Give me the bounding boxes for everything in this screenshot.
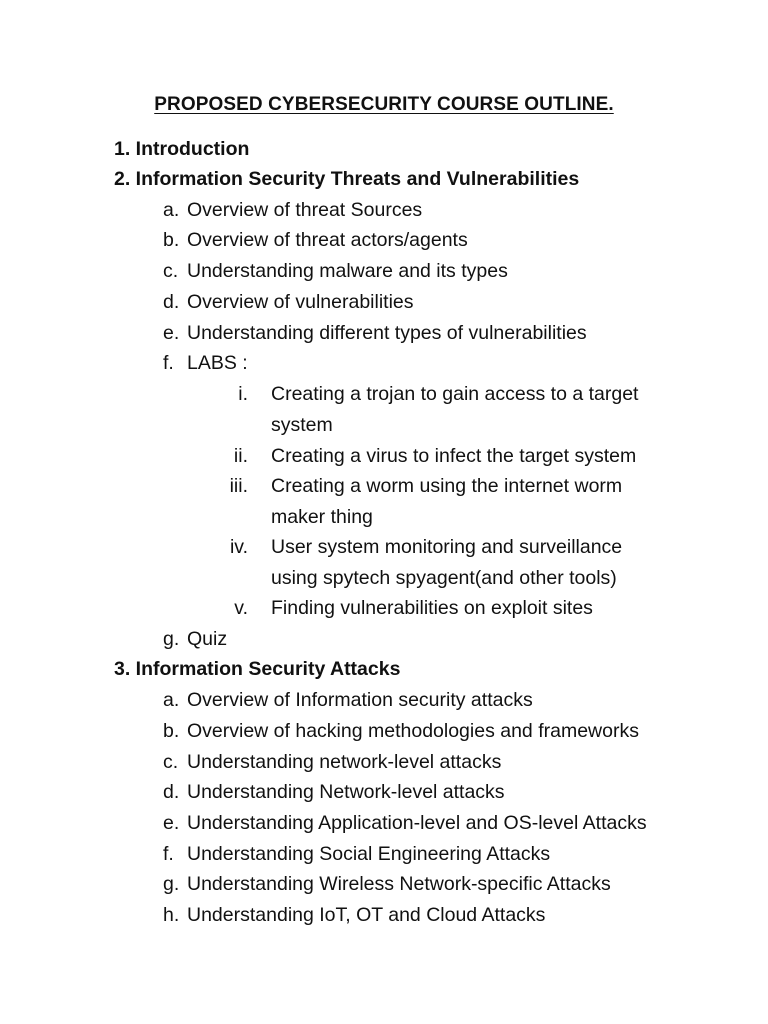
lab-item-text-continued: system [271, 414, 333, 436]
lab-marker: v. [234, 597, 248, 619]
labs-heading: LABS : [187, 352, 248, 374]
section-1-heading: 1. Introduction [114, 138, 250, 160]
lab-marker: i. [238, 383, 248, 405]
list-marker: b. [163, 229, 180, 251]
list-marker: c. [163, 751, 179, 773]
list-marker: f. [163, 352, 174, 374]
list-marker: a. [163, 689, 180, 711]
list-marker: b. [163, 720, 180, 742]
document-title: PROPOSED CYBERSECURITY COURSE OUTLINE. [154, 94, 614, 115]
list-item-text: Overview of vulnerabilities [187, 291, 414, 313]
list-item-text: Understanding Social Engineering Attacks [187, 843, 551, 865]
list-item-text: Understanding IoT, OT and Cloud Attacks [187, 904, 546, 926]
list-item-text: Understanding malware and its types [187, 260, 508, 282]
lab-marker: ii. [233, 445, 248, 467]
lab-item-text-continued: using spytech spyagent(and other tools) [271, 567, 617, 589]
lab-item-text: Finding vulnerabilities on exploit sites [271, 597, 593, 619]
list-marker: e. [163, 812, 180, 834]
list-item-text: Overview of threat actors/agents [187, 229, 468, 251]
list-marker: e. [163, 322, 180, 344]
list-marker: g. [163, 873, 180, 895]
lab-marker: iv. [229, 536, 248, 558]
list-item-text: Understanding Network-level attacks [187, 781, 505, 803]
lab-item-text: Creating a trojan to gain access to a target [271, 383, 639, 405]
section-2-heading: 2. Information Security Threats and Vulnerabilities [114, 168, 580, 190]
list-marker: d. [163, 781, 180, 803]
list-item-text: Quiz [187, 628, 228, 650]
list-item-text: Overview of Information security attacks [187, 689, 533, 711]
list-item-text: Understanding Wireless Network-specific Attacks [187, 873, 611, 895]
lab-item-text: User system monitoring and surveillance [271, 536, 623, 558]
list-marker: a. [163, 199, 180, 221]
list-item-text: Understanding Application-level and OS-level Attacks [187, 812, 647, 834]
list-marker: d. [163, 291, 180, 313]
list-item-text: Understanding network-level attacks [187, 751, 502, 773]
list-item-text: Overview of hacking methodologies and frameworks [187, 720, 639, 742]
section-3-heading: 3. Information Security Attacks [114, 658, 401, 680]
lab-item-text: Creating a worm using the internet worm [271, 475, 623, 497]
lab-marker: iii. [229, 475, 248, 497]
list-marker: g. [163, 628, 180, 650]
list-marker: f. [163, 843, 174, 865]
list-item-text: Overview of threat Sources [187, 199, 423, 221]
lab-item-text: Creating a virus to infect the target system [271, 445, 637, 467]
list-marker: h. [163, 904, 180, 926]
list-item-text: Understanding different types of vulnerabilities [187, 322, 587, 344]
list-marker: c. [163, 260, 179, 282]
lab-item-text-continued: maker thing [271, 506, 373, 528]
